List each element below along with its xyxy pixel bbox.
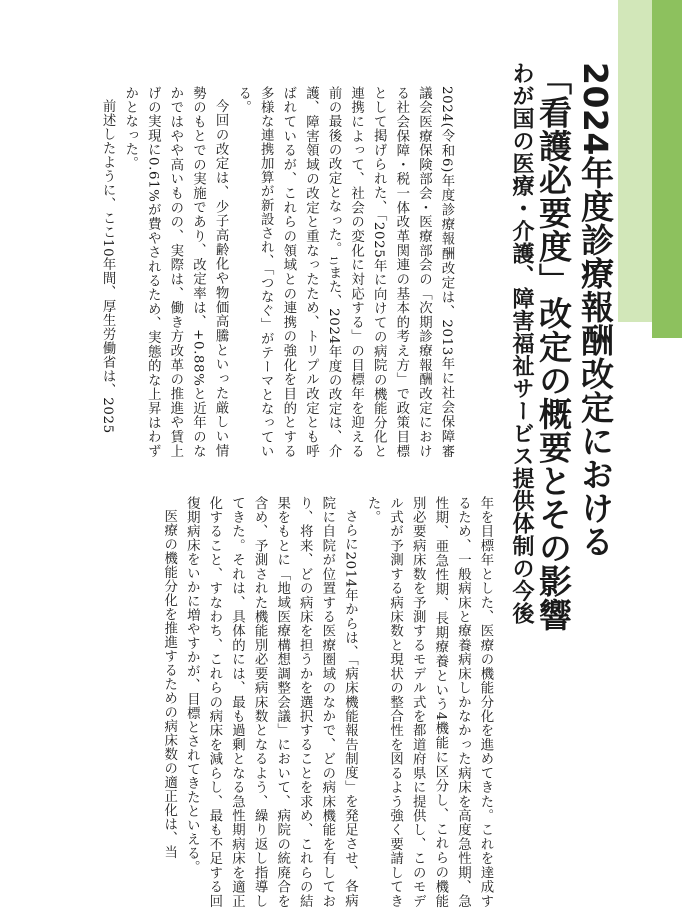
paragraph-text: 2024(令和6)年度診療報酬改定は、2013年に社会保障審議会医療保険部会・医療部会の「次期診療報酬改定における社会保障・税一体改革関連の基本的考え方」で政策目標として掲げられた、「2025年に向けての病院の機能分化と連携によって、社会の変化に対応する」の目標年を迎える前の最後の改定となった。 [326,86,454,458]
paragraph: 医療の機能分化を推進するための病床数の適正化は、当 [161,509,177,860]
article-title [532,62,616,902]
article-subtitle: わが国の医療・介護、障害福祉サービス提供体制の今後 [509,62,534,625]
body-column-top [86,496,496,908]
paragraph: 年を目標年とした、医療の機能分化を進めてきた。これを達成するため、一般病床と療養病床しかなかった病床を高度急性期、急性期、亜急性期、長期療養という4機能に区分し、これらの機能別必要病床数を予測するモデル式を都道府県に提供し、このモデル式が予測する病床数と現状の整合性を図るよう強く要請してきた。 [365,496,493,908]
paragraph: 前述したように、ここ10年間、厚生労働省は、2025 [100,99,116,435]
paragraph: さらに2014年からは、「病床機能報告制度」を発足させ、各病院に自院が位置する医療圏域のなかで、どの病床機能を有しており、将来、どの病床を担うかを選択することを求め、これらの結果をもとに「地域医療構想調整会議」において、病院の統廃合を含め、予測された機能別必要病床数となるよう、繰り返し指導してきた。それは、具体的には、最も過剰となる急性期病床を適正化すること、すなわち、これらの病床を減らし、最も不足する回復期病床をいかに増やすかが、目標とされてきたといえる。 [184,496,358,908]
title-line-1: 2024年度診療報酬改定における [576,62,615,558]
footnote-mark: 1) [329,256,339,266]
body-column-bottom [37,86,457,458]
title-line-2: 「看護必要度」改定の概要とその影響 [534,62,573,632]
paragraph-text: また、2024年度の改定は、介護、障害領域の改定と重なったため、トリプル改定とも呼ばれているが、これらの領域との連携の強化を目的とする多様な連携加算が新設され、「つなぐ」がテーマとなっている。 [235,86,342,458]
paragraph: 今回の改定は、少子高齢化や物価高騰といった厳しい情勢のもとでの実施であり、改定率は、+0.88%と近年のなかではやや高いものの、実際は、働き方改革の推進や賃上げの実現に0.61%が費やされるため、実態的な上昇はわずかとなった。 [122,86,229,458]
paragraph [231,86,457,458]
header-band-light [618,0,652,322]
header-band-dark [652,0,682,338]
